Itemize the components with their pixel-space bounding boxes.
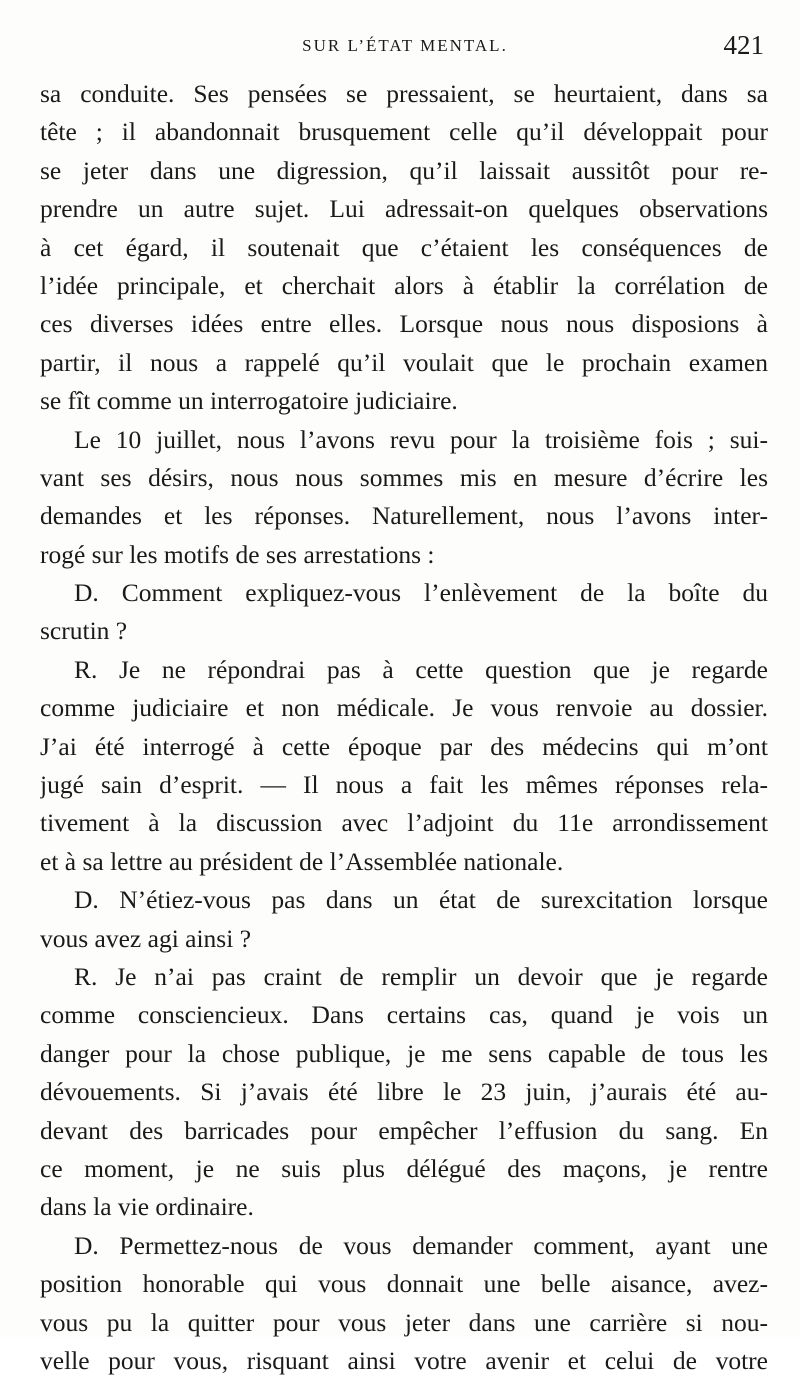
- text-line: velle pour vous, risquant ainsi votre avenir et celui de votre: [40, 1345, 768, 1375]
- text-line: demandes et les réponses. Naturellement, nous l’avons inter-: [40, 501, 768, 531]
- text-line: D. N’étiez-vous pas dans un état de surexcitation lorsque: [74, 885, 768, 915]
- text-line: jugé sain d’esprit. — Il nous a fait les mêmes réponses rela-: [40, 770, 768, 800]
- text-line: vous pu la quitter pour vous jeter dans une carrière si nou-: [40, 1307, 768, 1337]
- text-line: R. Je n’ai pas craint de remplir un devoir que je regarde: [74, 961, 768, 991]
- text-line: se fît comme un interrogatoire judiciaire.: [40, 386, 458, 416]
- text-line: danger pour la chose publique, je me sens capable de tous les: [40, 1038, 768, 1068]
- text-line: devant des barricades pour empêcher l’effusion du sang. En: [40, 1115, 768, 1145]
- text-line: tête ; il abandonnait brusquement celle qu’il développait pour: [40, 117, 768, 147]
- text-line: position honorable qui vous donnait une belle aisance, avez-: [40, 1269, 768, 1299]
- page-number: 421: [723, 30, 764, 60]
- running-head: [40, 30, 770, 70]
- text-line: vant ses désirs, nous nous sommes mis en mesure d’écrire les: [40, 462, 768, 492]
- text-line: D. Comment expliquez-vous l’enlèvement de la boîte du: [74, 578, 768, 608]
- text-line: se jeter dans une digression, qu’il laissait aussitôt pour re-: [40, 155, 768, 185]
- text-line: dévouements. Si j’avais été libre le 23 juin, j’aurais été au-: [40, 1077, 768, 1107]
- text-line: scrutin ?: [40, 616, 128, 646]
- text-line: rogé sur les motifs de ses arrestations :: [40, 539, 435, 569]
- text-line: ce moment, je ne suis plus délégué des maçons, je rentre: [40, 1153, 768, 1183]
- text-line: Le 10 juillet, nous l’avons revu pour la troisième fois ; sui-: [74, 424, 768, 454]
- text-line: prendre un autre sujet. Lui adressait-on quelques observations: [40, 194, 768, 224]
- running-title: SUR L’ÉTAT MENTAL.: [302, 36, 508, 55]
- text-line: comme judiciaire et non médicale. Je vous renvoie au dossier.: [40, 693, 768, 723]
- text-line: D. Permettez-nous de vous demander comment, ayant une: [74, 1230, 768, 1260]
- text-line: et à sa lettre au président de l’Assemblée nationale.: [40, 846, 564, 876]
- text-line: ces diverses idées entre elles. Lorsque nous nous disposions à: [40, 309, 768, 339]
- text-line: vous avez agi ainsi ?: [40, 923, 252, 953]
- text-line: l’idée principale, et cherchait alors à établir la corrélation de: [40, 270, 768, 300]
- text-line: comme consciencieux. Dans certains cas, quand je vois un: [40, 1000, 768, 1030]
- text-line: sa conduite. Ses pensées se pressaient, se heurtaient, dans sa: [40, 79, 768, 108]
- text-line: à cet égard, il soutenait que c’étaient les conséquences de: [40, 232, 768, 262]
- text-line: dans la vie ordinaire.: [40, 1192, 254, 1222]
- text-line: tivement à la discussion avec l’adjoint du 11e arrondissement: [40, 808, 768, 838]
- body-text: [40, 75, 768, 1380]
- text-line: partir, il nous a rappelé qu’il voulait que le prochain examen: [40, 347, 768, 377]
- text-line: J’ai été interrogé à cette époque par des médecins qui m’ont: [40, 731, 768, 761]
- text-line: R. Je ne répondrai pas à cette question que je regarde: [74, 654, 768, 684]
